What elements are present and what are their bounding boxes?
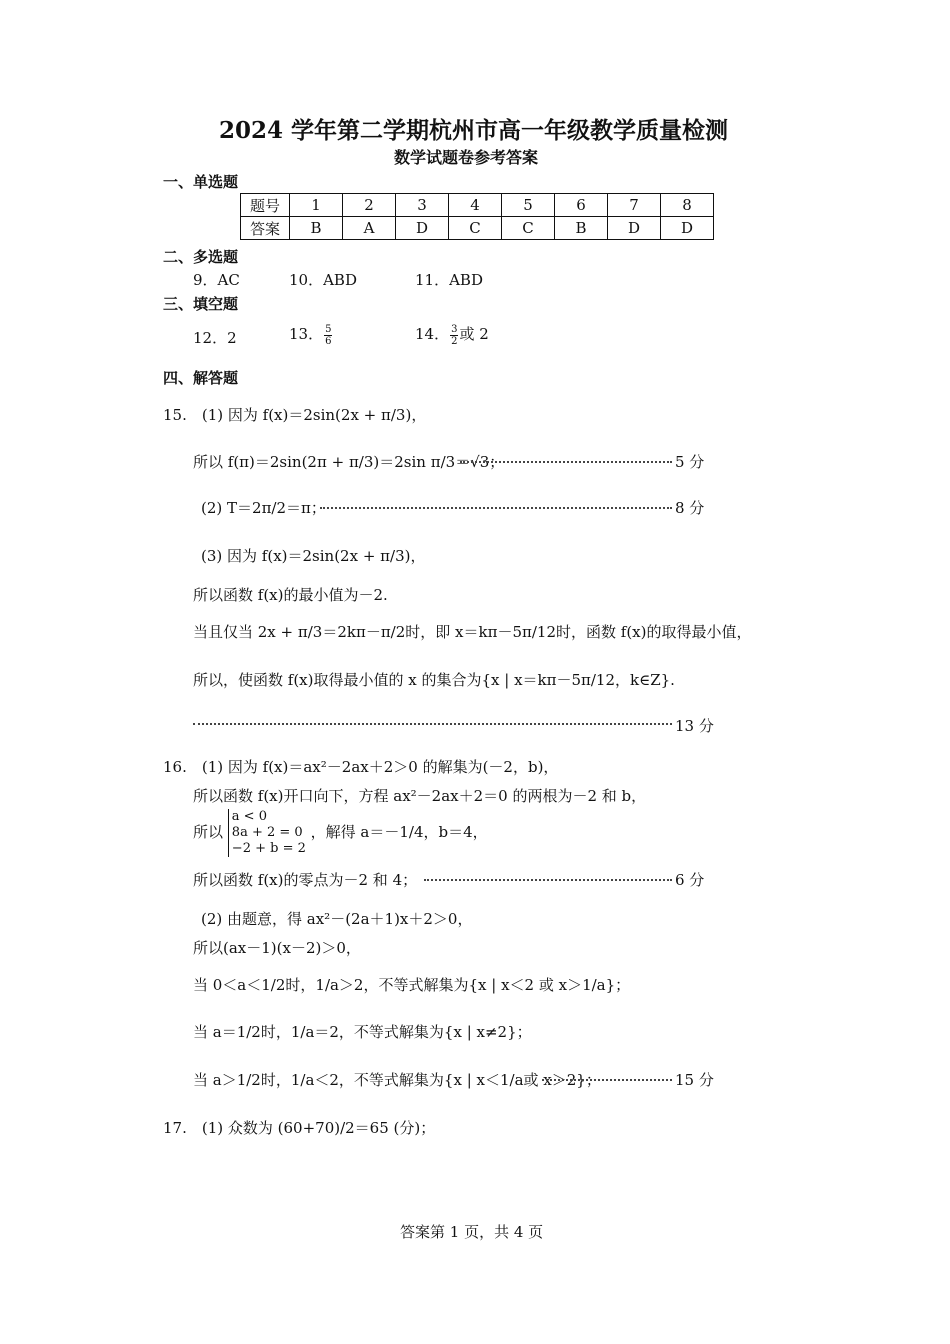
answer-q10: 10．ABD [289,271,357,289]
table-cell: 5 [502,194,555,217]
section-fill-blank: 三、填空题 [163,295,239,313]
q15-line-4: (3) 因为 f(x)＝2sin(2x + π/3)， [201,547,426,565]
leader-dots [460,461,672,463]
q13-numerator: 5 [325,323,332,335]
table-cell: B [555,217,608,240]
answer-q11: 11．ABD [415,271,483,289]
score-15: 15 分 [675,1071,714,1089]
answer-table [240,193,714,240]
q16-line-5: (2) 由题意，得 ax²－(2a＋1)x＋2＞0， [201,910,473,928]
leader-dots [424,879,672,881]
q15-line-1: 15. (1) 因为 f(x)＝2sin(2x + π/3)， [163,406,427,424]
score-5: 5 分 [675,453,705,471]
equation-system [228,809,306,857]
q16-line-4: 所以函数 f(x)的零点为－2 和 4； [193,871,418,889]
leader-dots [193,723,672,725]
answer-q14 [415,323,489,347]
q14-fraction [450,324,458,347]
table-cell: 4 [449,194,502,217]
equation-3: −2 + b = 2 [231,841,306,856]
answer-q13 [289,323,333,347]
q16-line-9: 当 a＞1/2时，1/a＜2，不等式解集为{x | x＜1/a或 x＞2}； [193,1071,601,1089]
equation-2: 8a + 2 = 0 [231,825,303,840]
leader-dots [320,507,672,509]
page-subtitle: 数学试题卷参考答案 [394,148,539,167]
table-cell: D [608,217,661,240]
table-cell: 8 [661,194,714,217]
table-header-answer: 答案 [241,217,290,240]
section-solutions: 四、解答题 [163,369,239,387]
table-cell: C [449,217,502,240]
q16-line-2: 所以函数 f(x)开口向下，方程 ax²－2ax＋2＝0 的两根为－2 和 b， [193,787,647,805]
q13-fraction [324,324,332,347]
table-cell: 3 [396,194,449,217]
q14-label: 14． [415,325,450,343]
table-row [241,217,714,240]
page-footer: 答案第 1 页，共 4 页 [400,1223,544,1241]
table-cell: 7 [608,194,661,217]
section-multi-choice: 二、多选题 [163,248,239,266]
score-8: 8 分 [675,499,705,517]
q14-numerator: 3 [451,323,458,335]
q16-line-3 [193,809,488,857]
q16-line-8: 当 a＝1/2时，1/a＝2，不等式解集为{x | x≠2}； [193,1023,532,1041]
score-13: 13 分 [675,717,714,735]
q15-line-2: 所以 f(π)＝2sin(2π + π/3)＝2sin π/3＝√3； [193,453,505,471]
q16-line-7: 当 0＜a＜1/2时，1/a＞2，不等式解集为{x | x＜2 或 x＞1/a}； [193,976,631,994]
table-cell: 6 [555,194,608,217]
section-single-choice: 一、单选题 [163,173,239,191]
table-cell: D [396,217,449,240]
page-title: 2024 学年第二学期杭州市高一年级教学质量检测 [219,117,729,144]
q13-label: 13． [289,325,324,343]
q16-so-label: 所以 [193,823,224,841]
table-cell: D [661,217,714,240]
answer-q9: 9．AC [193,271,240,289]
q17-line-1: 17. (1) 众数为 (60+70)/2＝65 (分)； [163,1119,436,1137]
q15-line-7: 所以，使函数 f(x)取得最小值的 x 的集合为{x | x＝kπ－5π/12，k∈Z}. [193,671,675,689]
score-6: 6 分 [675,871,705,889]
table-cell: 2 [343,194,396,217]
q16-line-1: 16. (1) 因为 f(x)＝ax²－2ax＋2＞0 的解集为(－2，b)， [163,758,559,776]
table-header-number: 题号 [241,194,290,217]
equation-1: a < 0 [231,809,267,824]
q13-denominator: 6 [325,335,332,347]
table-cell: B [290,217,343,240]
q14-tail: 或 2 [459,325,489,343]
q16-line-3-tail: ，解得 a＝－1/4，b＝4， [310,823,488,841]
q14-denominator: 2 [451,335,458,347]
table-cell: C [502,217,555,240]
q16-line-6: 所以(ax－1)(x－2)＞0， [193,939,361,957]
table-cell: A [343,217,396,240]
leader-dots [542,1079,672,1081]
table-cell: 1 [290,194,343,217]
table-row [241,194,714,217]
q15-line-6: 当且仅当 2x + π/3＝2kπ－π/2时，即 x＝kπ－5π/12时，函数 f(x)的取得最小值， [193,623,752,641]
answer-q12: 12．2 [193,329,237,347]
q15-line-3: (2) T＝2π/2＝π； [201,499,326,517]
q15-line-5: 所以函数 f(x)的最小值为－2. [193,586,388,604]
